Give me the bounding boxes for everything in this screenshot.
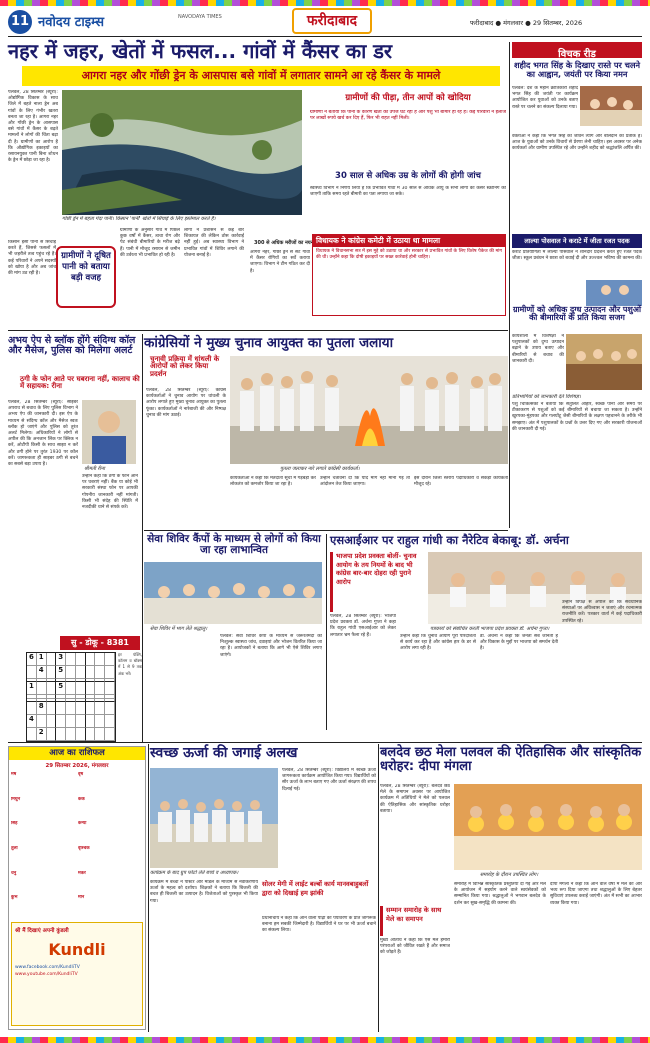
sudoku-cell xyxy=(56,728,66,741)
rahul-photo-caption: पत्रकारों को संबोधित करतीं भाजपा प्रदेश प्रवक्ता डॉ. अर्चना गुप्ता। xyxy=(430,626,550,632)
cyber-sub: ठगी के फोन आते पर घबराना नहीं, कालाच की में सहायक: रीना xyxy=(20,375,140,391)
lead-sub1: ग्रामीणों की पीड़ा, तीन आपों को खोदिया xyxy=(308,94,508,108)
rashi-item xyxy=(78,846,143,869)
sidebar-box-text: कराटे प्रतियोगिता में लाल्या पोसवाल ने शानदार प्रदर्शन करते हुए रजत पदक जीता। स्कूल प्रबंधन ने छात्रा को बधाई दी और उज्ज्वल भविष्य की कामना की। xyxy=(512,250,642,262)
kundli-link-yt[interactable]: www.youtube.com/KundliTV xyxy=(15,971,78,977)
cyber-headline: अभय ऐप से ब्लॉक होंगे संदिग्ध कॉल और मैसेज, पुलिस को मिलेगा अलर्ट xyxy=(8,335,136,356)
lead-body-col2: ग्रामीणों के अनुसार गांव में पिछले कुछ वर्षों में कैंसर, त्वचा रोग और पेट संबंधी बीमारियों के मरीज बढ़े हैं। पानी में मौजूद रसायन से जमीन की उर्वरता भी प्रभावित हो रही है। xyxy=(120,228,180,258)
lead-sub2: 30 साल से अधिक उम्र के लोगों की होगी जांच xyxy=(335,171,481,181)
congress-box-title: विधायक ने कांग्रेस कमेटी में उठाया था मामला xyxy=(313,235,505,247)
rashi-item xyxy=(78,797,143,820)
baldev-photo-caption: समारोह के दौरान उपस्थित लोग। xyxy=(480,872,539,878)
energy-callout: सोलर मेगी में लाईट बल्बों कार्य मानवबाहुबलों द्वारा को दिखाई हम झांकी xyxy=(262,880,369,897)
lead-body-col1b: किसान इसी पानी से सिंचाई करते हैं, जिससे फसलों में भी जहरीले तत्व पहुंच रहे हैं। कई परिवारों ने अपने सदस्यों को खोया है और अब जांच की मांग उठ रही है। xyxy=(8,240,56,277)
rahul-text2: उन्होंने कहा कि चुनाव आयोग पूरी पारदर्शिता से कार्य कर रहा है और कांग्रेस हार के डर से आरोप लगा रही है। xyxy=(400,634,476,652)
sidebar-title: विचक रीड xyxy=(558,49,596,60)
lead-sub2-text: स्वास्थ्य विभाग ने निर्णय लिया है कि प्रभावित गांवों में 30 साल से अधिक आयु के सभी लोगों की कैंसर स्क्रीनिंग की जाएगी ताकि समय रहते बीमारी का पता लगाया जा सके। xyxy=(310,186,506,198)
sudoku-cell xyxy=(56,702,66,715)
sidebar-text2: वक्ताओं ने कहा कि भगत सिंह का जीवन त्याग और बलिदान का प्रतीक है। आज के युवाओं को उनके विचारों से प्रेरणा लेनी चाहिए। इस अवसर पर अनेक कार्यकर्ता और ग्रामीण उपस्थित रहे और उन्होंने शहीद को श्रद्धांजलि अर्पित की। xyxy=(512,134,642,152)
congress-text4: इस दौरान जिला स्तरीय पदाधिकारी व सैकड़ों कार्यकर्ता मौजूद रहे। xyxy=(414,476,508,488)
seva-text: पलवल: सेवा शिविर कैंपों के माध्यम से जरूरतमंदों को निःशुल्क स्वास्थ्य जांच, दवाइयां और भोजन वितरित किया जा रहा है। आयोजकों ने बताया कि आगे भी ऐसे शिविर लगाए जाएंगे। xyxy=(220,634,322,658)
sudoku-cell xyxy=(66,666,76,679)
sidebar-photo xyxy=(580,86,642,126)
sudoku-cell: 4 xyxy=(27,715,37,728)
sudoku-cell xyxy=(95,666,105,679)
sidebar-box-title: लाल्या पोसवाल ने कराटे में जीता रजत पदक xyxy=(524,237,630,245)
sudoku-cell xyxy=(86,728,96,741)
sudoku-cell xyxy=(105,653,115,666)
sudoku-title-bar xyxy=(60,636,140,650)
sudoku-cell xyxy=(66,728,76,741)
rashi-item xyxy=(78,772,143,795)
sudoku-title: सु - डोकू - 8381 xyxy=(71,638,129,647)
city-name: फरीदाबाद xyxy=(306,13,358,29)
rashi-sign: कुंभ xyxy=(11,895,18,901)
sudoku-cell xyxy=(95,728,105,741)
congress-text: पलवल, 28 सितम्बर (ब्यूरो): कांग्रेस कार्यकर्ताओं ने चुनाव आयोग पर धांधली के आरोप लगाते हुए मुख्य चुनाव आयुक्त का पुतला फूंका। कार्यकर्ताओं ने नारेबाजी की और निष्पक्ष चुनाव की मांग उठाई। xyxy=(146,388,226,418)
baldev-text4: दीपा मंगला ने कहा कि आने वाले वर्षों में मेले को और भव्य रूप दिया जाएगा तथा श्रद्धालुओं के लिए बेहतर सुविधाएं उपलब्ध कराई जाएंगी। अंत में सभी का आभार व्यक्त किया गया। xyxy=(550,882,642,906)
lead-quote: ग्रामीणों ने दूषित पानी को बताया बड़ी वजह xyxy=(61,251,111,283)
sudoku-cell: 5 xyxy=(56,666,66,679)
rahul-text1: पलवल, 28 सितम्बर (ब्यूरो): भाजपा प्रदेश प्रवक्ता डॉ. अर्चना गुप्ता ने कहा कि राहुल गांधी एसआईआर को लेकर लगातार भ्रम फैला रहे हैं। xyxy=(330,614,396,638)
lead-chart-caption: 300 से अधिक मरीजों का नयन xyxy=(254,240,314,246)
health-headline: ग्रामीणों को अधिक दुग्ध उत्पादन और पशुओं की बीमारियों के प्रति किया सजग xyxy=(512,305,642,323)
kundli-logo: Kundli xyxy=(48,939,106,959)
kundli-ad-text: श्री मैं दिखाएं अपनी कुंडली xyxy=(15,927,69,934)
sudoku-cell xyxy=(105,666,115,679)
lead-banner xyxy=(22,66,500,86)
cyber-photo-caption: श्रीमती रीना xyxy=(84,466,105,472)
sudoku-cell xyxy=(76,682,86,695)
sudoku-cell xyxy=(47,702,57,715)
sudoku-cell xyxy=(37,682,47,695)
sudoku-cell xyxy=(47,666,57,679)
energy-photo-caption: कार्यक्रम के बाद ग्रुप फोटो लेते बच्चे व अध्यापक। xyxy=(150,870,239,876)
rahul-callout: भाजपा प्रदेश प्रवक्ता बोलीं- चुनाव आयोग के तय नियमों के बाद भी कांग्रेस बार-बार दोहरा रही पुराने आरोप xyxy=(330,552,426,612)
rashi-sign: वृष xyxy=(78,771,83,777)
energy-text1: पलवल, 28 सितम्बर (ब्यूरो): विद्यालय में स्वच्छ ऊर्जा जागरूकता कार्यक्रम आयोजित किया गया। विद्यार्थियों को सौर ऊर्जा के लाभ बताए गए और ऊर्जा संरक्षण की शपथ दिलाई गई। xyxy=(282,768,376,792)
sudoku-cell xyxy=(47,728,57,741)
sudoku-cell xyxy=(86,702,96,715)
cyber-text2: उन्होंने कहा कि ठगी के फोन आने पर घबराएं नहीं। बैंक या कोई भी सरकारी संस्था फोन पर आपकी गोपनीय जानकारी नहीं मांगती। किसी भी संदेह की स्थिति में नजदीकी थाने से संपर्क करें। xyxy=(82,474,138,511)
rashifal-title: आज का राशिफल xyxy=(9,747,145,760)
lead-body-col4: आगरा नहर, गोंछी ड्रेन से सटे गांवों में कैंसर रोगियों का सर्वे कराया जाएगा। विभाग ने टीम गठित कर दी है। xyxy=(250,250,310,274)
rashi-item xyxy=(11,821,76,844)
sudoku-cell: 5 xyxy=(56,682,66,695)
lead-quote-box xyxy=(56,246,116,308)
cyber-photo xyxy=(82,400,136,464)
congress-photo xyxy=(230,356,508,464)
sudoku-cell xyxy=(105,728,115,741)
baldev-text3: समारोह में विभिन्न सांस्कृतिक प्रस्तुतियां दी गईं और मेले के आयोजन में सहयोग करने वाले स्वयंसेवकों को सम्मानित किया गया। श्रद्धालुओं ने भगवान बलदेव के दर्शन कर सुख-समृद्धि की कामना की। xyxy=(454,882,546,906)
sudoku-cell xyxy=(86,715,96,728)
sudoku-cell: 8 xyxy=(37,702,47,715)
sudoku-cell: 1 xyxy=(27,682,37,695)
rashi-sign: तुला xyxy=(11,845,18,851)
page-number: 11 xyxy=(8,10,32,34)
rashi-item xyxy=(11,895,76,918)
kundli-ad xyxy=(11,922,143,1026)
sudoku-cell xyxy=(76,715,86,728)
rahul-text4: उन्होंने विपक्ष से अपील की कि संवैधानिक संस्थाओं पर अविश्वास न जताएं और रचनात्मक राजनीति करें। पत्रकार वार्ता में कई पदाधिकारी उपस्थित रहे। xyxy=(562,600,642,624)
sudoku-cell xyxy=(27,702,37,715)
brand-logo: नवोदय टाइम्स xyxy=(38,15,105,30)
rashi-item xyxy=(11,846,76,869)
sudoku-cell: 1 xyxy=(37,653,47,666)
rashi-item xyxy=(11,772,76,795)
sudoku-cell xyxy=(105,702,115,715)
rashi-sign: सिंह xyxy=(11,821,18,827)
sudoku-cell xyxy=(95,653,105,666)
sudoku-cell xyxy=(66,682,76,695)
sidebar-text1: पलवल: देश के महान क्रांतिकारी शहीद भगत सिंह की जयंती पर कार्यक्रम आयोजित कर युवाओं को उनके बताए रास्ते पर चलने का संकल्प दिलाया गया। xyxy=(512,86,578,110)
seva-photo-caption: सेवा शिविर में भाग लेते श्रद्धालु। xyxy=(150,626,208,632)
lead-banner-text: आगरा नहर और गोंछी ड्रेन के आसपास बसे गांवों में लगातार सामने आ रहे कैंसर के मामले xyxy=(81,69,441,82)
cyber-text: पलवल, 28 सितम्बर (ब्यूरो): साइबर अपराध से बचाव के लिए पुलिस विभाग ने अभय ऐप की जानकारी दी। इस ऐप के माध्यम से संदिग्ध कॉल और मैसेज स्वतः ब्लॉक हो जाएंगे और पुलिस को तुरंत अलर्ट मिलेगा। अधिकारियों ने लोगों से अपील की कि अनजान लिंक पर क्लिक न करें, ओटीपी किसी के साथ साझा न करें और ठगी होने पर तुरंत 1930 पर कॉल करें। जागरूकता ही साइबर ठगी से बचने का सबसे बड़ा उपाय है। xyxy=(8,400,78,468)
sudoku-cell xyxy=(56,715,66,728)
rahul-text3: डॉ. अर्चना ने कहा कि जनता सब जानती है और विकास के मुद्दों पर भाजपा को समर्थन देती है। xyxy=(480,634,558,652)
rashi-sign: कर्क xyxy=(78,796,85,802)
rashi-item xyxy=(11,797,76,820)
sidebar-headline: शहीद भगत सिंह के दिखाए रास्ते पर चलने का आह्वान, जयंती पर किया नमन xyxy=(513,60,641,79)
seva-photo xyxy=(144,562,322,624)
sudoku-cell xyxy=(105,715,115,728)
baldev-callout: सम्मान समारोह के साथ मेले का समापन xyxy=(380,906,450,936)
congress-text2: कार्यकर्ताओं ने कहा कि मतदाता सूची में गड़बड़ी कर लोकतंत्र को कमजोर किया जा रहा है। xyxy=(230,476,316,488)
sudoku-rules: हर पंक्ति, कॉलम व बॉक्स में 1 से 9 तक अंक भरें। xyxy=(118,652,142,676)
congress-sub: चुनावी प्रक्रिया में धांधली के आरोपों को लेकर किया प्रदर्शन xyxy=(150,355,220,378)
sudoku-cell xyxy=(37,715,47,728)
sudoku-cell xyxy=(95,715,105,728)
health-text1: कार्यशाला में विशेषज्ञों ने पशुपालकों को दुग्ध उत्पादन बढ़ाने के उपाय बताए और बीमारियों से बचाव की जानकारी दी। xyxy=(512,334,564,364)
lead-headline: नहर में जहर, खेतों में फसल... गांवों में कैंसर का डर xyxy=(8,39,393,63)
rashi-sign: मिथुन xyxy=(11,796,21,802)
congress-photo-caption: पुतला जलाकर नारे लगाते कांग्रेसी कार्यकर्ता। xyxy=(280,466,360,472)
sidebar-box xyxy=(512,234,642,248)
sudoku-cell xyxy=(66,653,76,666)
lead-sub1-text: ग्रामीणों ने बताया कि पानी के कारण खेतों की उपज घट रही है और पशु भी बीमार हो रहे हैं। कई परिवारों ने इलाज पर लाखों रुपये खर्च कर दिए हैं, फिर भी राहत नहीं मिली। xyxy=(310,110,506,122)
energy-text3: प्रधानाचार्य ने कहा कि आने वाली पीढ़ी को पर्यावरण के प्रति जागरूक बनाना हम सबकी जिम्मेदारी है। विद्यार्थियों ने घर पर भी ऊर्जा बचाने का संकल्प लिया। xyxy=(262,916,376,934)
sidebar-box-photo xyxy=(586,280,642,306)
sudoku-cell xyxy=(95,682,105,695)
sudoku-cell xyxy=(86,666,96,679)
rashi-sign: धनु xyxy=(11,870,17,876)
sudoku-cell: 6 xyxy=(27,653,37,666)
sudoku-cell: 3 xyxy=(56,653,66,666)
bottom-color-strip xyxy=(0,1037,650,1043)
congress-text3: उन्होंने चेतावनी दी कि यदि मांगें नहीं मानी गईं तो आंदोलन तेज किया जाएगा। xyxy=(320,476,410,488)
masthead xyxy=(0,6,650,40)
rashifal-box xyxy=(8,746,146,1030)
energy-headline: स्वच्छ ऊर्जा की जगाई अलख xyxy=(150,745,298,761)
lead-body-col1: पलवल, 28 सितम्बर (ब्यूरो): ओद्योगिक विकास के साथ जिले में बहते नाला ड्रेन अब गांवों के लिए गंभीर खतरा बनता जा रहा है। आगरा नहर और गोंछी ड्रेन के आसपास बसे गांवों में कैंसर के बढ़ते मामलों ने लोगों की चिंता बढ़ा दी है। ग्रामीणों का आरोप है कि औद्योगिक इकाइयों का रसायनयुक्त पानी बिना शोधन के ड्रेन में छोड़ा जा रहा है। xyxy=(8,90,58,164)
rashi-item xyxy=(11,871,76,894)
sudoku-cell xyxy=(66,702,76,715)
rashi-sign: मीन xyxy=(78,895,85,901)
health-text2: पशु चिकित्सकों ने बताया कि संतुलित आहार, स्वच्छ पानी और समय पर टीकाकरण से पशुओं को कई बीमारियों से बचाया जा सकता है। उन्होंने खुरपका-मुंहपका और गलघोंटू जैसी बीमारियों के लक्षण पहचानने के तरीके भी समझाए। अंत में पशुपालकों के प्रश्नों के उत्तर दिए गए और सरकारी योजनाओं की जानकारी दी गई। xyxy=(512,402,642,432)
sudoku-cell xyxy=(66,715,76,728)
rashi-sign: मकर xyxy=(78,870,86,876)
rashi-item xyxy=(78,895,143,918)
city-banner xyxy=(292,8,372,34)
sudoku-cell xyxy=(76,666,86,679)
energy-text2: कार्यक्रम में बच्चों ने पोस्टर और मॉडल के माध्यम से नवीकरणीय ऊर्जा के महत्व को दर्शाया। शिक्षकों ने बताया कि बिजली की बचत ही बिजली का उत्पादन है। विजेताओं को पुरस्कृत भी किया गया। xyxy=(150,880,258,904)
sidebar-title-bar xyxy=(512,42,642,58)
sudoku-cell xyxy=(27,728,37,741)
sudoku-cell xyxy=(76,728,86,741)
rashi-sign: कन्या xyxy=(78,821,87,827)
brand-sub: NAVODAYA TIMES xyxy=(178,14,222,20)
health-caption: प्रतिभागियों को जानकारी देते विशेषज्ञ। xyxy=(512,394,581,400)
sudoku-cell xyxy=(86,653,96,666)
lead-photo-caption: गोंछी ड्रेन में बहता गंदा पानी। किसान 'पानी' खेतों में सिंचाई के लिए इस्तेमाल करते हैं। xyxy=(62,216,216,222)
rashifal-date: 29 सितम्बर 2026, मंगलवार xyxy=(45,762,109,769)
congress-box xyxy=(312,234,506,316)
rahul-headline: एसआईआर पर राहुल गांधी का नैरेटिव बेकाबू: डॉ. अर्चना xyxy=(330,533,569,547)
rashi-sign: मेष xyxy=(11,771,17,777)
sudoku-cell xyxy=(47,715,57,728)
congress-box-text: विधायक ने विधानसभा सत्र में इस मुद्दे को उठाया था और सरकार से प्रभावित गांवों के लिए विशेष पैकेज की मांग की थी। उन्होंने कहा कि दोषी इकाइयों पर सख्त कार्रवाई होनी चाहिए। xyxy=(316,248,502,261)
lead-photo xyxy=(62,90,302,215)
sudoku-grid xyxy=(26,652,116,742)
sudoku-cell xyxy=(27,666,37,679)
sudoku-cell xyxy=(76,653,86,666)
seva-headline: सेवा शिविर कैंपों के माध्यम से लोगों को किया जा रहा लाभान्वित xyxy=(147,533,321,557)
rashifal-list xyxy=(9,770,145,920)
sudoku-cell: 2 xyxy=(37,728,47,741)
kundli-link-fb[interactable]: www.facebook.com/KundliTV xyxy=(15,964,80,970)
sudoku-cell xyxy=(105,682,115,695)
baldev-text1: पलवल, 28 सितम्बर (ब्यूरो): बलदेव छठ मेले के समापन अवसर पर आयोजित कार्यक्रम में अतिथियों ने मेले को पलवल की ऐतिहासिक और सांस्कृतिक धरोहर बताया। xyxy=(380,784,450,814)
sudoku-cell: 4 xyxy=(37,666,47,679)
baldev-headline: बलदेव छठ मेला पलवल की ऐतिहासिक और सांस्कृतिक धरोहर: दीपा मंगला xyxy=(380,745,642,774)
energy-photo xyxy=(150,768,278,868)
baldev-photo xyxy=(454,784,642,870)
rashi-sign: वृश्चिक xyxy=(78,845,90,851)
sudoku-cell xyxy=(47,653,57,666)
sudoku-cell xyxy=(95,702,105,715)
sudoku-cell xyxy=(47,682,57,695)
rashi-item xyxy=(78,871,143,894)
lead-body-col3: लोगों ने प्रशासन से कई बार शिकायत की लेकिन ठोस कार्रवाई नहीं हुई। अब स्वास्थ्य विभाग ने प्रभावित गांवों में शिविर लगाने की योजना बनाई है। xyxy=(184,228,244,258)
masthead-date: फरीदाबाद ● मंगलवार ● 29 सितम्बर, 2026 xyxy=(470,19,583,27)
congress-headline: कांग्रेसियों ने मुख्य चुनाव आयुक्त का पुतला जलाया xyxy=(144,335,394,351)
sudoku-cell xyxy=(76,702,86,715)
health-photo xyxy=(566,334,642,390)
rashi-item xyxy=(78,821,143,844)
baldev-text2: मुख्य अतिथि ने कहा कि ऐसे मेले हमारी परंपराओं को जीवित रखते हैं और समाज को जोड़ते हैं। xyxy=(380,938,450,956)
sudoku-cell xyxy=(86,682,96,695)
